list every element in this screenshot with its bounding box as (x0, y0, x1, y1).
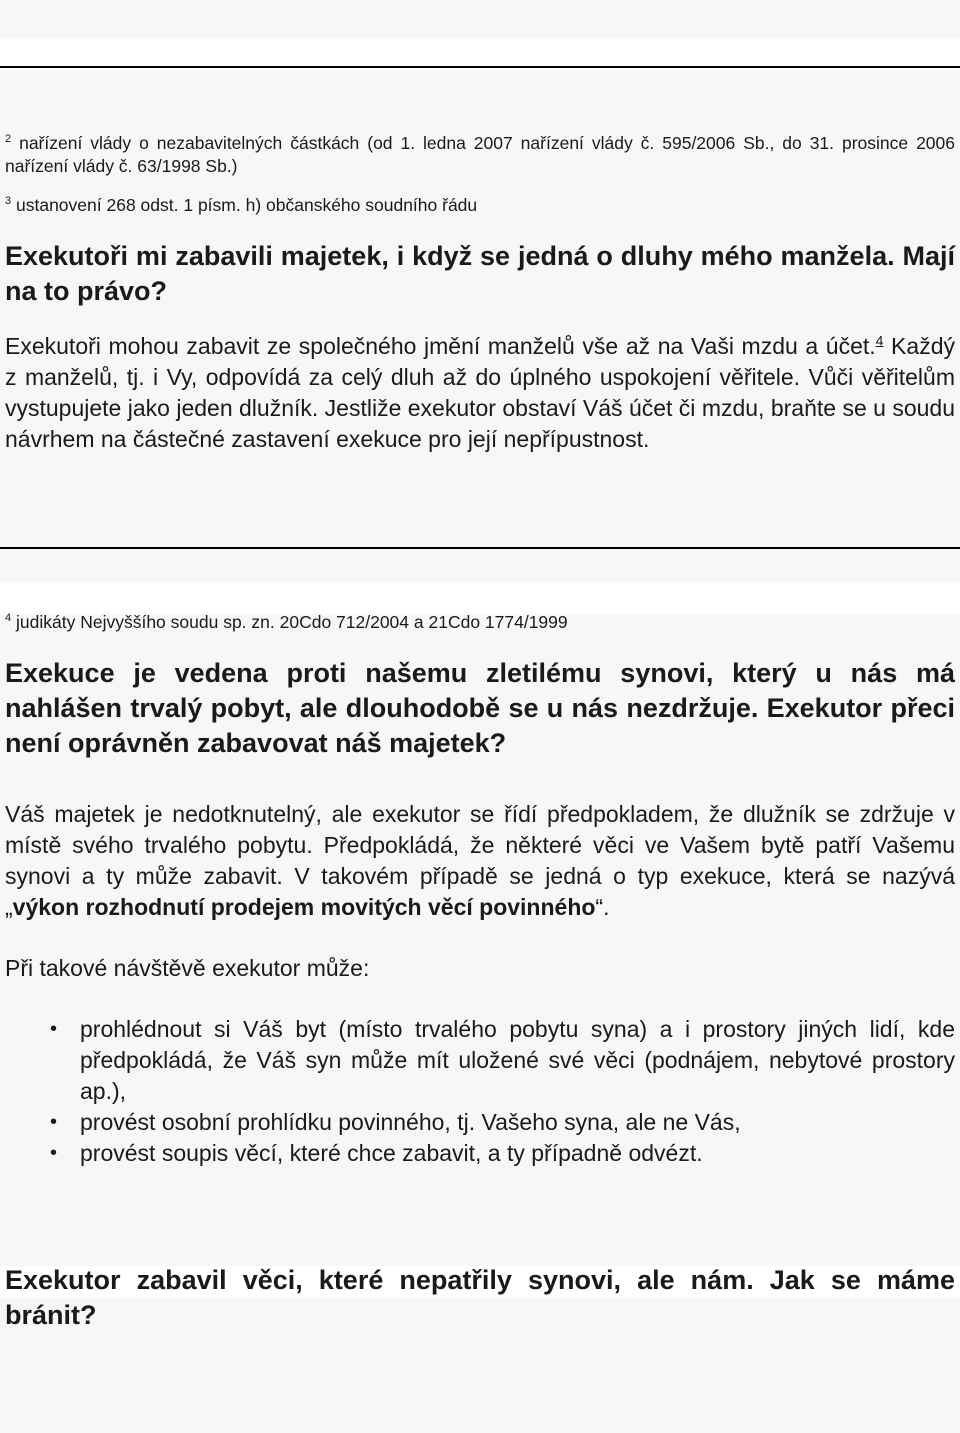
list-item-text: provést osobní prohlídku povinného, tj. Vašeho syna, ale ne Vás, (80, 1109, 741, 1135)
list-item (50, 1107, 955, 1138)
bullet-icon: • (50, 1018, 58, 1040)
answer-text: “. (595, 894, 610, 920)
list-item (50, 1014, 955, 1107)
footnote-number: 4 (5, 612, 12, 625)
footnote-4 (5, 611, 955, 634)
footnote-2 (5, 132, 955, 178)
footnote-text: nařízení vlády o nezabavitelných částkách (od 1. ledna 2007 nařízení vlády č. 595/2006 Sb., do 31. prosince 2006 nařízení vlády č. 63/1998 Sb.) (5, 133, 956, 176)
bullet-icon: • (50, 1111, 58, 1133)
footnote-text: ustanovení 268 odst. 1 písm. h) občanského soudního řádu (16, 195, 478, 215)
list-item (50, 1138, 955, 1169)
bullet-list (5, 1014, 955, 1169)
answer-paragraph (5, 331, 955, 455)
question-heading: Exekutoři mi zabavili majetek, i když se jedná o dluhy mého manžela. Mají na to právo? (5, 241, 955, 306)
footnote-text: judikáty Nejvyššího soudu sp. zn. 20Cdo 712/2004 a 21Cdo 1774/1999 (16, 612, 568, 632)
answer-text: Váš majetek je nedotknutelný, ale exekutor se řídí předpokladem, že dlužník se zdržuje v místě svého trvalého pobytu. Předpokládá, že některé věci ve Vašem bytě patří Vašemu synovi a ty může zabavit. V takovém případě se jedná o typ exekuce, která se nazývá „ (5, 801, 955, 920)
answer-emphasis: výkon rozhodnutí prodejem movitých věcí povinného (12, 894, 596, 920)
footnote-reference[interactable]: 4 (875, 332, 884, 349)
footnote-3 (5, 194, 955, 217)
answer-text: Každý z manželů, tj. i Vy, odpovídá za celý dluh až do úplného uspokojení věřitele. Vůči věřitelům vystupujete jako jeden dlužník. Jestliže exekutor obstaví Váš účet či mzdu, braňte se u soudu návrhem na částečné zastavení exekuce pro její nepřípustnost. (5, 333, 955, 452)
answer-text: Exekutoři mohou zabavit ze společného jmění manželů vše až na Vaši mzdu a účet. (5, 333, 876, 359)
visit-intro: Při takové návštěvě exekutor může: (5, 955, 370, 981)
list-item-text: prohlédnout si Váš byt (místo trvalého pobytu syna) a i prostory jiných lidí, kde předpokládá, že Váš syn může mít uložené své věci (podnájem, nebytové prostory ap.), (80, 1016, 955, 1104)
list-item-text: provést soupis věcí, které chce zabavit, a ty případně odvézt. (80, 1140, 703, 1166)
bullet-icon: • (50, 1142, 58, 1164)
footnote-number: 3 (5, 195, 12, 208)
answer-paragraph (5, 799, 955, 923)
question-heading: Exekutor zabavil věci, které nepatřily synovi, ale nám. Jak se máme bránit? (5, 1265, 955, 1330)
question-heading: Exekuce je vedena proti našemu zletilému synovi, který u nás má nahlášen trvalý pobyt, ale dlouhodobě se u nás nezdržuje. Exekutor přeci není oprávněn zabavovat náš majetek? (5, 658, 955, 758)
footnote-number: 2 (5, 133, 12, 146)
